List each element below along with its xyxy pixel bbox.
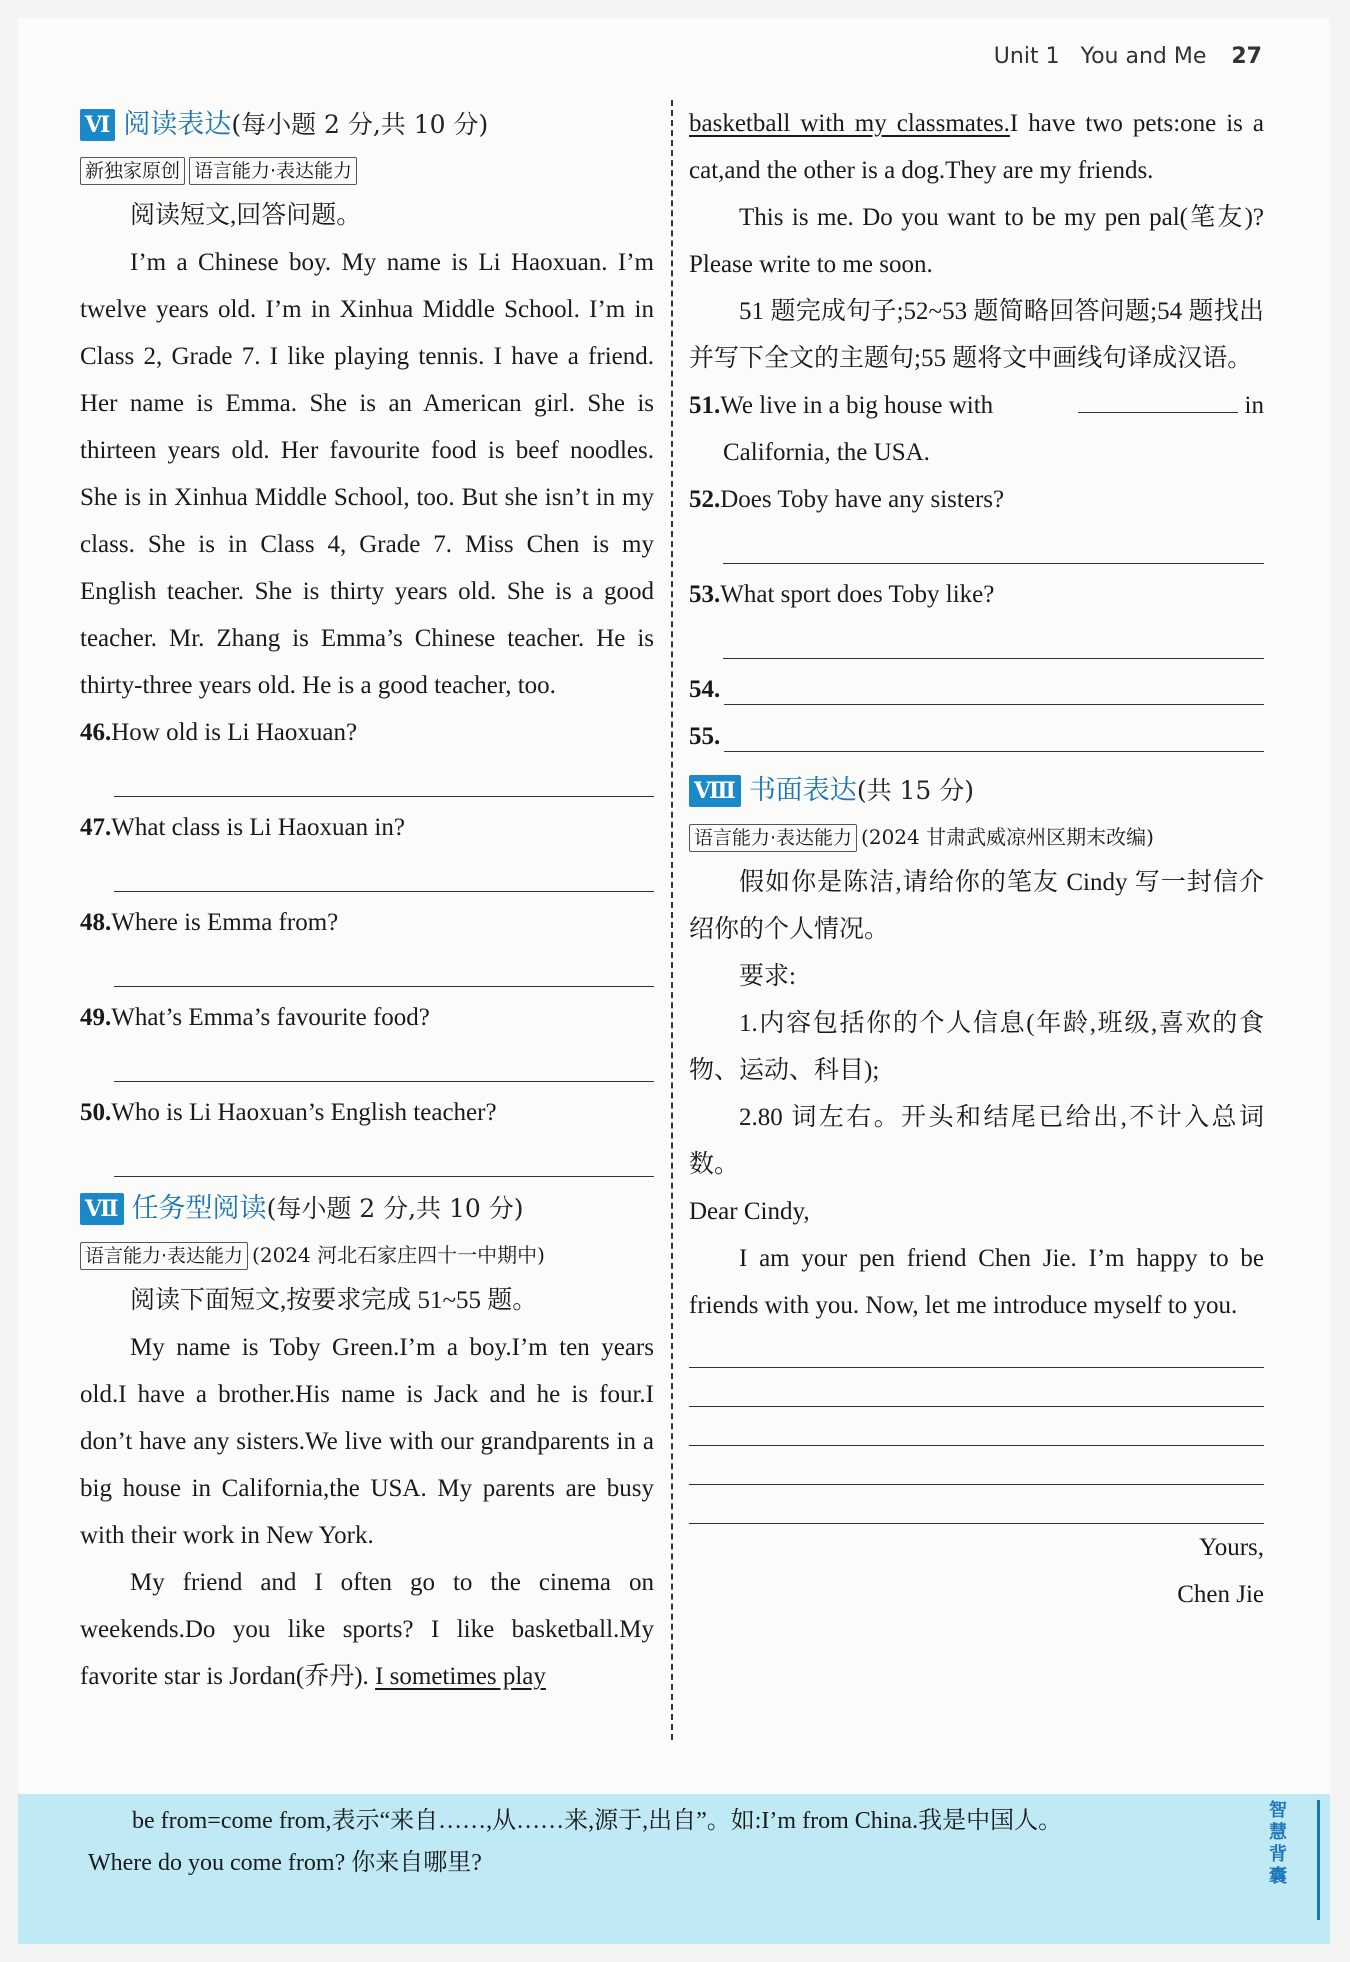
- section-title: 书面表达: [748, 775, 857, 806]
- answer-line[interactable]: [114, 946, 654, 987]
- section-points: (共 15 分): [856, 776, 975, 805]
- answer-line[interactable]: [723, 618, 1264, 659]
- tip-line-1: be from=come from,表示“来自……,从……来,源于,出自”。如:I’m from China.我是中国人。: [132, 1808, 1063, 1834]
- section-8-tags: [689, 816, 1264, 859]
- section-7-heading: [80, 1184, 654, 1234]
- writing-line[interactable]: [689, 1329, 1264, 1368]
- requirements-title: 要求:: [739, 963, 796, 990]
- reading-passage: I’m a Chinese boy. My name is Li Haoxuan. I’m twelve years old. I’m in Xinhua Middle School. I’m in Class 2, Grade 7. I like playing tennis. I have a friend. Her name is Emma. She is an American girl. She is thirteen years old. Her favourite food is beef noodles. She is in Xinhua Middle School, too. But she isn’t in my class. She is in Class 4, Grade 7. Miss Chen is my English teacher. She is thirty years old. She is a good teacher. Mr. Zhang is Emma’s Chinese teacher. He is thirty-three years old. He is a good teacher, too.: [80, 249, 654, 699]
- answer-line[interactable]: [114, 1136, 654, 1177]
- question-number: 49.: [80, 1004, 112, 1031]
- answer-line[interactable]: [724, 713, 1264, 752]
- right-column: [689, 100, 1264, 1618]
- page-header: [994, 44, 1262, 69]
- answer-line[interactable]: [723, 523, 1264, 564]
- answer-line[interactable]: [114, 1041, 654, 1082]
- task-instruction: 51 题完成句子;52~53 题简略回答问题;54 题找出并写下全文的主题句;55 题将文中画线句译成汉语。: [689, 298, 1264, 372]
- question-text: in: [1244, 392, 1264, 419]
- question-number: 52.: [689, 486, 721, 513]
- question-text-cont: California, the USA.: [723, 439, 930, 466]
- passage-text: My friend and I often go to the cinema on weekends.Do you like sports? I like basketball.My favorite star is Jordan(乔丹).: [80, 1569, 654, 1690]
- task-passage-p2a: [80, 1559, 654, 1700]
- section-number-badge: Ⅵ: [80, 109, 115, 141]
- writing-prompt: 假如你是陈洁,请给你的笔友 Cindy 写一封信介绍你的个人情况。: [689, 869, 1264, 943]
- question-51: [689, 382, 1264, 476]
- letter-signature: Chen Jie: [1177, 1581, 1264, 1608]
- question-text: How old is Li Haoxuan?: [111, 719, 358, 746]
- writing-line[interactable]: [689, 1485, 1264, 1524]
- section-6-tags: [80, 150, 654, 192]
- tip-line-2: Where do you come from? 你来自哪里?: [88, 1850, 482, 1876]
- question-50: [80, 1089, 654, 1177]
- letter-opening: I am your pen friend Chen Jie. I’m happy to be friends with you. Now, let me introduce myself to you.: [689, 1245, 1264, 1319]
- question-text: We live in a big house with: [720, 392, 994, 419]
- letter-closing: Yours,: [1199, 1534, 1264, 1561]
- section-number-badge: Ⅷ: [689, 775, 741, 807]
- question-number: 50.: [80, 1099, 112, 1126]
- section-points: (每小题 2 分,共 10 分): [231, 110, 489, 139]
- answer-line[interactable]: [114, 756, 654, 797]
- section-6-heading: [80, 100, 654, 150]
- question-text: What sport does Toby like?: [720, 581, 995, 608]
- section-title: 阅读表达: [123, 109, 232, 140]
- task-passage-p2b: [689, 100, 1264, 194]
- wisdom-badge: [1261, 1800, 1320, 1920]
- instruction: 阅读下面短文,按要求完成 51~55 题。: [130, 1287, 538, 1314]
- section-7-tags: [80, 1234, 654, 1277]
- writing-line[interactable]: [689, 1368, 1264, 1407]
- section-8-heading: [689, 766, 1264, 816]
- column-divider: [671, 100, 673, 1740]
- tag-ability: 语言能力·表达能力: [689, 824, 857, 852]
- answer-line[interactable]: [724, 666, 1264, 705]
- question-number: 46.: [80, 719, 112, 746]
- requirement-1: 1.内容包括你的个人信息(年龄,班级,喜欢的食物、运动、科目);: [689, 1010, 1264, 1084]
- question-text: What class is Li Haoxuan in?: [111, 814, 405, 841]
- question-47: [80, 804, 654, 892]
- question-54: [689, 666, 1264, 713]
- question-text: What’s Emma’s favourite food?: [111, 1004, 430, 1031]
- section-title: 任务型阅读: [131, 1193, 267, 1224]
- question-number: 47.: [80, 814, 112, 841]
- question-48: [80, 899, 654, 987]
- question-55: [689, 713, 1264, 760]
- instruction: 阅读短文,回答问题。: [130, 202, 362, 229]
- unit-title: You and Me: [1080, 44, 1207, 69]
- section-number-badge: Ⅶ: [80, 1193, 124, 1225]
- question-number: 48.: [80, 909, 112, 936]
- task-passage-p3: This is me. Do you want to be my pen pal(笔友)? Please write to me soon.: [689, 204, 1264, 278]
- answer-line[interactable]: [114, 851, 654, 892]
- fill-blank[interactable]: [1078, 384, 1238, 413]
- question-53: [689, 571, 1264, 659]
- source-note: (2024 甘肃武威凉州区期末改编): [861, 825, 1154, 849]
- badge-label: 智慧背囊: [1269, 1800, 1287, 1887]
- passage-text: I have two pets:one is a cat,and the other is a dog.They are my friends.: [689, 110, 1264, 184]
- tag-original: 新独家原创: [80, 157, 185, 185]
- question-number: 51.: [689, 392, 721, 419]
- question-text: Who is Li Haoxuan’s English teacher?: [111, 1099, 497, 1126]
- question-49: [80, 994, 654, 1082]
- page-number: 27: [1231, 44, 1262, 69]
- left-column: [80, 100, 654, 1700]
- section-points: (每小题 2 分,共 10 分): [266, 1194, 524, 1223]
- underlined-sentence: basketball with my classmates.: [689, 110, 1010, 137]
- tag-ability: 语言能力·表达能力: [80, 1242, 248, 1270]
- writing-line[interactable]: [689, 1407, 1264, 1446]
- letter-greeting: Dear Cindy,: [689, 1198, 810, 1225]
- underlined-sentence: I sometimes play: [375, 1663, 546, 1690]
- question-46: [80, 709, 654, 797]
- question-number: 53.: [689, 581, 721, 608]
- task-passage-p1: My name is Toby Green.I’m a boy.I’m ten years old.I have a brother.His name is Jack and he is four.I don’t have any sisters.We live with our grandparents in a big house in California,the USA. My parents are busy with their work in New York.: [80, 1334, 654, 1549]
- question-number: 54.: [689, 676, 721, 703]
- question-52: [689, 476, 1264, 564]
- requirement-2: 2.80 词左右。开头和结尾已给出,不计入总词数。: [689, 1104, 1264, 1178]
- source-note: (2024 河北石家庄四十一中期中): [252, 1243, 545, 1267]
- tip-text: [88, 1800, 1062, 1884]
- writing-line[interactable]: [689, 1446, 1264, 1485]
- question-text: Where is Emma from?: [111, 909, 339, 936]
- unit-label: Unit 1: [993, 44, 1060, 69]
- tag-ability: 语言能力·表达能力: [189, 157, 357, 185]
- question-text: Does Toby have any sisters?: [720, 486, 1005, 513]
- question-number: 55.: [689, 723, 721, 750]
